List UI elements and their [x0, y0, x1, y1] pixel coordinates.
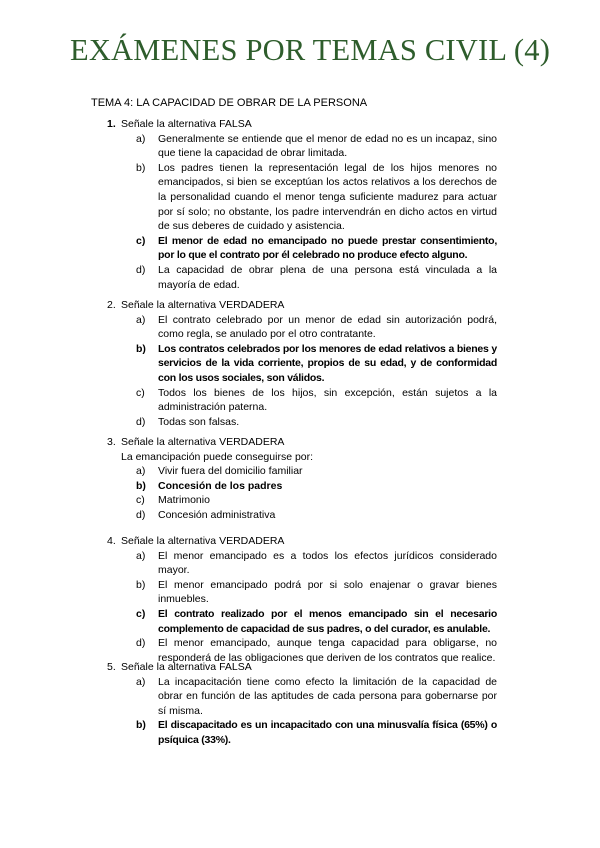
option-letter: d) — [136, 415, 146, 428]
option-text: Los contratos celebrados por los menores de edad relativos a bienes y servicios de la vida corriente, propios de su edad, y de conformidad con los usos sociales, son válidos. — [158, 342, 497, 384]
option-letter: a) — [136, 549, 146, 562]
option-text: La incapacitación tiene como efecto la limitación de la capacidad de obrar en función de las aptitudes de cada persona para gobernarse por sí misma. — [158, 675, 497, 717]
question-3 — [107, 435, 497, 523]
option-c — [107, 493, 497, 508]
option-letter: b) — [136, 342, 146, 355]
option-text: El menor de edad no emancipado no puede prestar consentimiento, por lo que el contrato por él celebrado no produce efecto alguno. — [158, 234, 497, 262]
option-c — [107, 234, 497, 263]
option-letter: c) — [136, 386, 145, 399]
option-text: El menor emancipado es a todos los efectos jurídicos considerado mayor. — [158, 549, 497, 577]
question-number: 1. — [107, 118, 116, 130]
option-text: El contrato celebrado por un menor de edad sin autorización podrá, como regla, se anulado por el otro contratante. — [158, 313, 497, 341]
option-text: Los padres tienen la representación legal de los hijos menores no emancipados, si bien se exceptúan los actos relativos a los derechos de la personalidad cuando el menor tenga suficiente madurez para actuar por sí solo; no obstante, los padre intervendrán en dicho actos en virtud de sus deberes de cuidado y asistencia. — [158, 161, 497, 233]
question-2 — [107, 298, 497, 429]
option-letter: c) — [136, 607, 146, 620]
question-prompt: Señale la alternativa FALSA — [121, 118, 252, 130]
option-text: El contrato realizado por el menos emancipado sin el necesario complemento de capacidad de sus padres, o del curador, es anulable. — [158, 607, 497, 635]
option-text: Todas son falsas. — [158, 415, 240, 428]
option-letter: b) — [136, 479, 146, 492]
option-letter: c) — [136, 494, 145, 507]
option-text: El menor emancipado podrá por si solo enajenar o gravar bienes inmuebles. — [158, 578, 497, 606]
question-1 — [107, 117, 497, 292]
option-letter: b) — [136, 719, 146, 732]
page-title: EXÁMENES POR TEMAS CIVIL (4) — [70, 33, 551, 67]
option-a — [107, 675, 497, 719]
option-letter: d) — [136, 263, 146, 276]
option-letter: d) — [136, 508, 146, 521]
question-prompt: Señale la alternativa VERDADERA — [121, 299, 285, 311]
question-prompt: Señale la alternativa FALSA — [121, 661, 252, 673]
question-4 — [107, 534, 497, 665]
option-b — [107, 161, 497, 234]
option-b — [107, 578, 497, 607]
option-d — [107, 263, 497, 292]
option-text: El menor emancipado, aunque tenga capacidad para obligarse, no responderá de las obligaciones que deriven de los contratos que realice. — [158, 637, 497, 664]
option-d — [107, 508, 497, 523]
question-number: 2. — [107, 299, 116, 311]
option-a — [107, 464, 497, 479]
option-text: Todos los bienes de los hijos, sin excepción, están sujetos a la administración paterna. — [158, 386, 497, 414]
option-b — [107, 718, 497, 747]
question-prompt: Señale la alternativa VERDADERA — [121, 535, 285, 547]
option-text: Concesión de los padres — [158, 479, 283, 492]
question-prompt: Señale la alternativa VERDADERA — [121, 436, 285, 448]
option-text: Generalmente se entiende que el menor de edad no es un incapaz, sino que tiene la capacidad de obrar limitada. — [158, 132, 497, 160]
question-stem: La emancipación puede conseguirse por: — [121, 450, 314, 463]
option-letter: b) — [136, 578, 146, 591]
option-letter: a) — [136, 132, 146, 145]
option-letter: a) — [136, 465, 146, 478]
option-letter: a) — [136, 675, 146, 688]
option-c — [107, 607, 497, 636]
option-letter: a) — [136, 313, 146, 326]
option-a — [107, 549, 497, 578]
option-a — [107, 313, 497, 342]
option-letter: c) — [136, 234, 146, 247]
option-c — [107, 386, 497, 415]
option-text: Matrimonio — [158, 494, 210, 507]
option-a — [107, 132, 497, 161]
section-title: TEMA 4: LA CAPACIDAD DE OBRAR DE LA PERSONA — [91, 97, 368, 109]
question-number: 3. — [107, 436, 116, 448]
question-number: 4. — [107, 535, 116, 547]
option-letter: b) — [136, 161, 146, 174]
option-b — [107, 342, 497, 386]
option-text: La capacidad de obrar plena de una persona está vinculada a la mayoría de edad. — [158, 263, 497, 291]
question-5 — [107, 660, 497, 748]
option-text: Vivir fuera del domicilio familiar — [158, 465, 303, 478]
option-text: Concesión administrativa — [158, 508, 276, 521]
question-number: 5. — [107, 661, 116, 673]
option-d — [107, 415, 497, 430]
option-letter: d) — [136, 637, 146, 650]
option-text: El discapacitado es un incapacitado con una minusvalía física (65%) o psíquica (33%). — [158, 719, 497, 746]
option-b — [107, 479, 497, 494]
